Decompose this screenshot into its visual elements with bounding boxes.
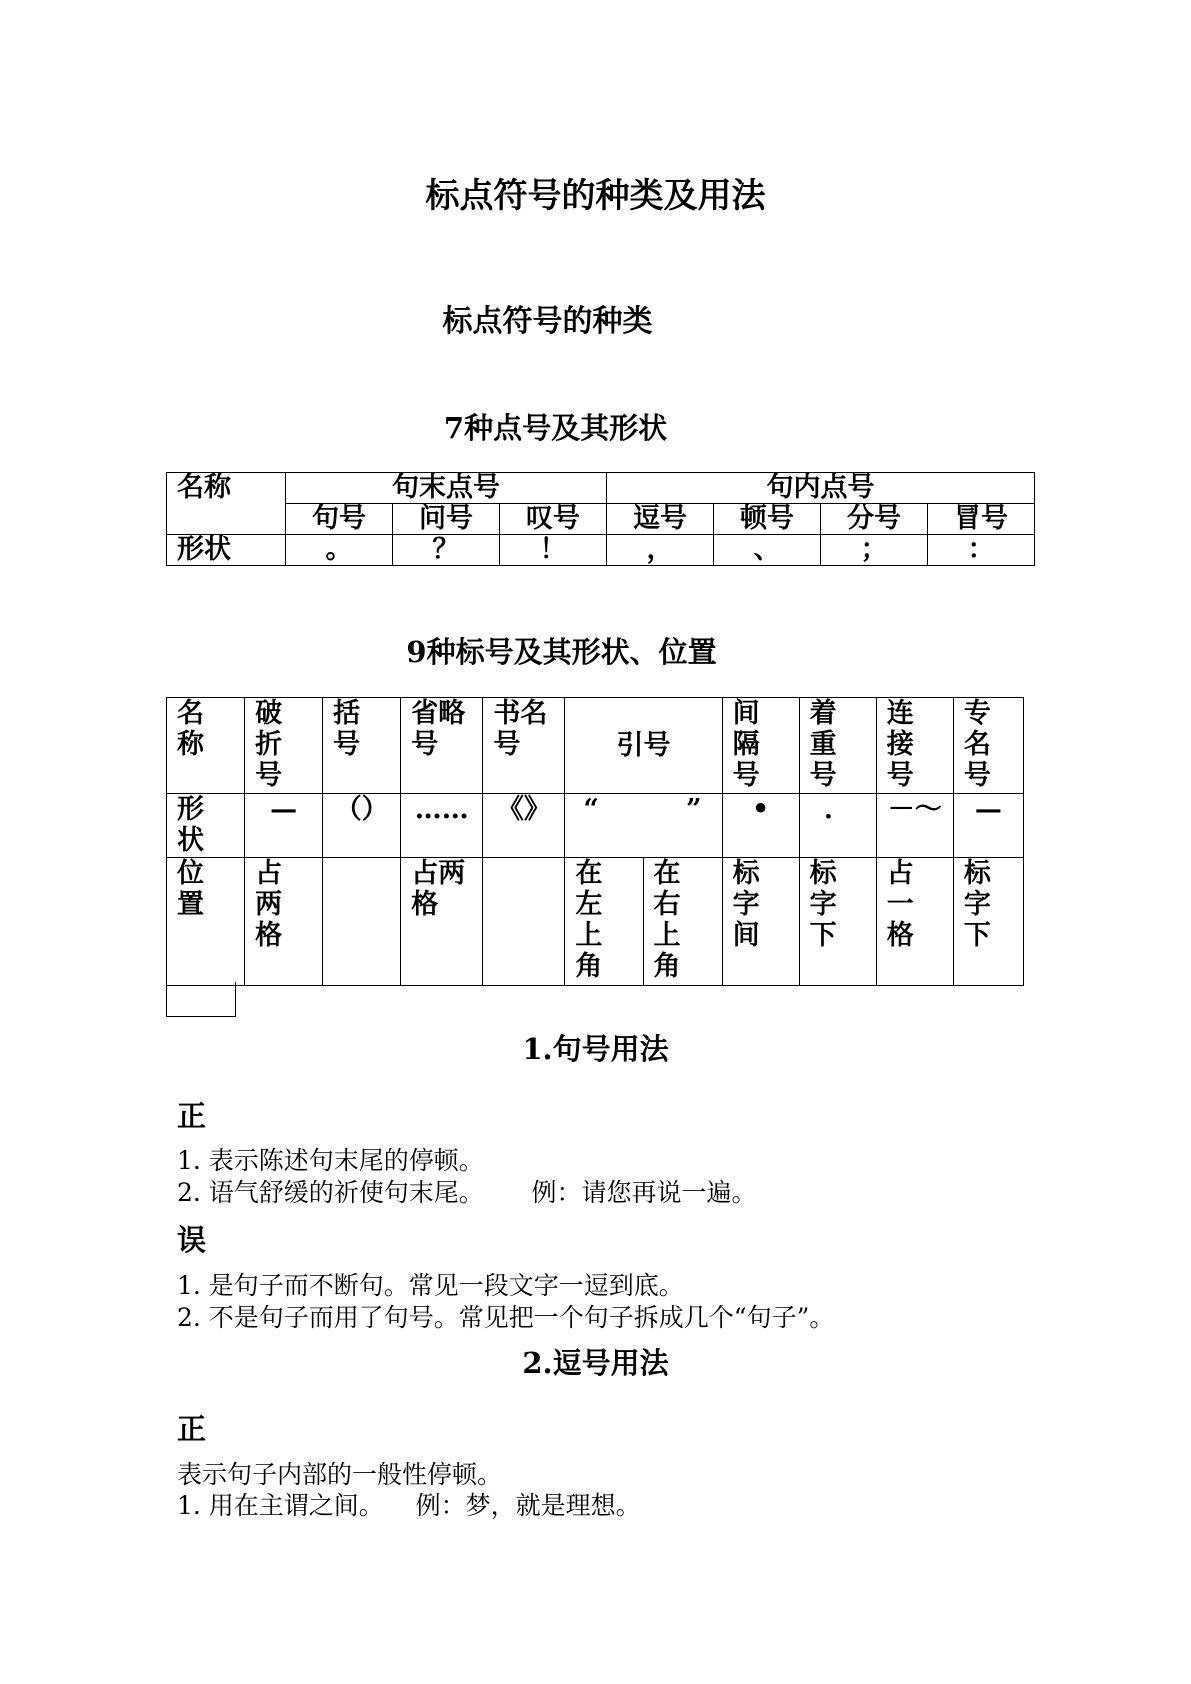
dianhao-name: 分号 <box>821 504 928 535</box>
biaohao-name: 专名号 <box>963 698 991 791</box>
section2-intro: 表示句子内部的一般性停顿。 <box>177 1460 503 1489</box>
biaohao-shape: （） <box>323 794 401 858</box>
group-end-header: 句末点号 <box>286 473 607 504</box>
biaohao-shape: －～ <box>876 794 953 858</box>
biaohao-name: 括号 <box>333 698 361 760</box>
biaohao-position: 标字下 <box>963 858 991 951</box>
dianhao-name: 逗号 <box>607 504 714 535</box>
biaohao-position: 占两格 <box>411 858 466 920</box>
dianhao-shape: ； <box>821 535 928 566</box>
section1-wu-item: 1. 是句子而不断句。常见一段文字一逗到底。 <box>177 1271 684 1300</box>
biaohao-shape: — <box>245 794 323 858</box>
section1-wu-item: 2. 不是句子而用了句号。常见把一个句子拆成几个“句子”。 <box>177 1303 835 1332</box>
section2-heading: 2.逗号用法 <box>522 1346 669 1380</box>
group-inner-header: 句内点号 <box>607 473 1035 504</box>
biaohao-shape: …… <box>401 794 483 858</box>
subtitle-types: 标点符号的种类 <box>442 304 653 339</box>
biaohao-name: 书名号 <box>493 698 548 760</box>
biaohao-shape: 《》 <box>483 794 565 858</box>
biaohao-position: 在右上角 <box>653 858 681 982</box>
biaohao-name: 着重号 <box>809 698 837 791</box>
section1-zheng: 正 <box>177 1099 207 1133</box>
biaohao-name: 间隔号 <box>732 698 760 791</box>
biaohao-table <box>166 697 1024 986</box>
dianhao-shape: 。 <box>286 535 393 566</box>
biaohao-heading: 9种标号及其形状、位置 <box>406 635 717 669</box>
section1-wu: 误 <box>177 1223 207 1257</box>
biaohao-position: 标字间 <box>732 858 760 951</box>
biaohao-position: 在左上角 <box>575 858 603 982</box>
dianhao-table <box>166 472 1035 566</box>
dianhao-name: 顿号 <box>714 504 821 535</box>
name-label: 名称 <box>177 698 204 760</box>
empty-cell-fragment <box>166 982 236 1017</box>
biaohao-name: 破折号 <box>255 698 283 791</box>
dianhao-name: 句号 <box>286 504 393 535</box>
biaohao-name: 省略号 <box>411 698 466 760</box>
dianhao-shape: ？ <box>393 535 500 566</box>
biaohao-shape-quotes <box>565 794 722 858</box>
dianhao-shape: ！ <box>500 535 607 566</box>
biaohao-position: 占一格 <box>886 858 914 951</box>
biaohao-name: 引号 <box>565 698 722 794</box>
biaohao-position: 占两格 <box>255 858 283 951</box>
dianhao-shape: 、 <box>714 535 821 566</box>
dianhao-name: 叹号 <box>500 504 607 535</box>
dianhao-name: 冒号 <box>928 504 1035 535</box>
biaohao-shape: • <box>722 794 799 858</box>
shape-label: 形状 <box>167 535 286 566</box>
left-quote: “ <box>583 794 599 825</box>
biaohao-position: 标字下 <box>809 858 837 951</box>
section1-heading: 1.句号用法 <box>522 1032 669 1066</box>
biaohao-shape: — <box>953 794 1023 858</box>
biaohao-name: 连接号 <box>886 698 914 791</box>
page-title: 标点符号的种类及用法 <box>425 176 766 216</box>
dianhao-name: 问号 <box>393 504 500 535</box>
position-label: 位置 <box>177 858 204 920</box>
section1-zheng-item: 2. 语气舒缓的祈使句末尾。 例：请您再说一遍。 <box>177 1178 757 1207</box>
biaohao-shape: ． <box>799 794 876 858</box>
section2-zheng: 正 <box>177 1412 207 1446</box>
right-quote: ” <box>686 794 702 825</box>
dianhao-shape: ， <box>607 535 714 566</box>
section1-zheng-item: 1. 表示陈述句末尾的停顿。 <box>177 1146 484 1175</box>
section2-item: 1. 用在主谓之间。 例：梦，就是理想。 <box>177 1491 641 1520</box>
dianhao-heading: 7种点号及其形状 <box>443 411 668 445</box>
shape-label: 形状 <box>177 794 204 856</box>
name-label: 名称 <box>167 473 286 535</box>
dianhao-shape: ： <box>928 535 1035 566</box>
